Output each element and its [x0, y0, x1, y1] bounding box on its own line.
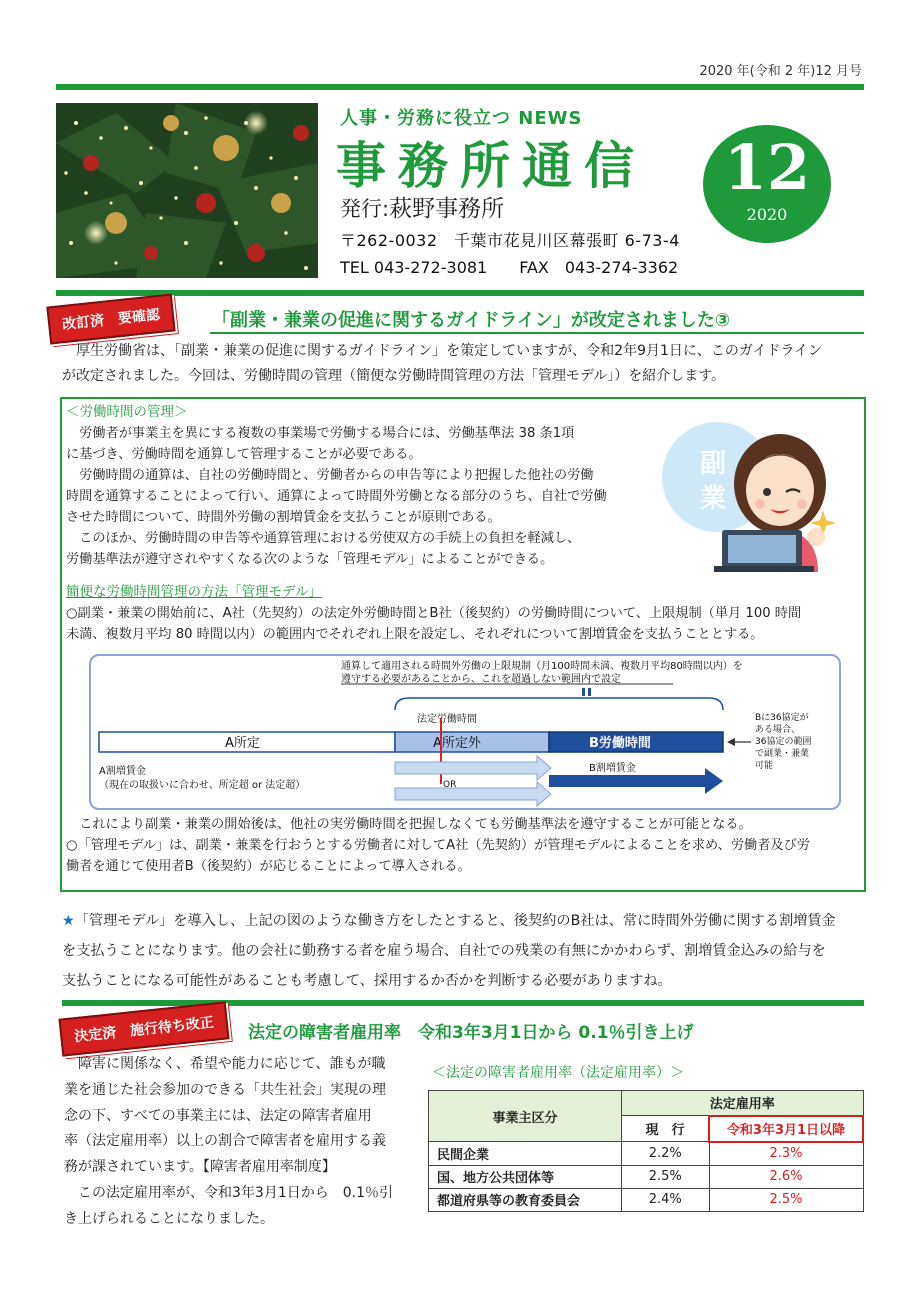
illustration-char: 業 [700, 484, 727, 514]
table-row [429, 1142, 864, 1166]
header-new: 令和3年3月1日以降 [709, 1116, 863, 1142]
publisher [340, 190, 504, 223]
article1-intro [62, 339, 868, 389]
box-line: させた時間について、時間外労働の割増賃金を支払うことが原則である。 [66, 510, 501, 525]
a-pay-label: A割増賃金 [99, 766, 146, 777]
header-current: 現 行 [622, 1116, 710, 1142]
box-line: 時間を通算することによって行い、通算によって時間外労働となる部分のうち、自社で労働 [66, 489, 607, 504]
employment-rate-table [428, 1090, 864, 1212]
or-label: OR [443, 780, 457, 790]
body-line: き上げられることになりました。 [64, 1210, 274, 1227]
row-category: 民間企業 [429, 1142, 622, 1166]
christmas-tree-image [56, 103, 318, 278]
box-line: 未満、複数月平均 80 時間以内）の範囲内でそれぞれ上限を設定し、それぞれについて割増賃金を支払うこととする。 [66, 627, 764, 642]
body-line: この法定雇用率が、令和3年3月1日から 0.1％引 [64, 1184, 393, 1201]
article1-conclusion [62, 906, 868, 996]
box-line: 働者を通じて使用者B（後契約）が応じることによって導入される。 [66, 859, 471, 874]
header-bottom-divider [56, 290, 864, 296]
management-model-text [66, 582, 862, 645]
side-note: で副業・兼業 [755, 749, 810, 759]
side-note: 36協定の範囲 [755, 737, 812, 747]
article1-title: 「副業・兼業の促進に関するガイドライン」が改定されました③ [212, 310, 731, 331]
intro-line: 厚生労働省は、「副業・兼業の促進に関するガイドライン」を策定していますが、令和2年9月1日に、このガイドライン [62, 343, 823, 359]
labor-time-text [66, 402, 666, 570]
table-row [429, 1188, 864, 1211]
row-category: 国、地方公共団体等 [429, 1165, 622, 1188]
issue-year: 2020 [746, 205, 788, 224]
diagram-note: 遵守する必要があることから、これを超過しない範囲内で設定 [341, 674, 621, 685]
row-current: 2.2% [622, 1142, 710, 1166]
side-job-illustration [662, 412, 856, 572]
a-pay-note: （現在の取扱いに合わせ、所定超 or 法定超） [99, 780, 306, 791]
box-line: ○副業・兼業の開始前に、A社（先契約）の法定外労働時間とB社（後契約）の労働時間について、上限規制（単月 100 時間 [66, 606, 802, 621]
body-line: 念の下、すべての事業主には、法定の障害者雇用 [64, 1107, 372, 1124]
body-line: 障害に関係なく、希望や能力に応じて、誰もが職 [64, 1056, 386, 1072]
article1-title-underline [210, 332, 864, 334]
issue-badge [703, 125, 831, 243]
segment-a: A所定 [225, 736, 260, 751]
row-new: 2.6% [709, 1165, 863, 1188]
box-line: 労働者が事業主を異にする複数の事業場で労働する場合には、労働基準法 38 条1項 [66, 426, 575, 441]
intro-line: が改定されました。今回は、労働時間の管理（簡便な労働時間管理の方法「管理モデル」）を紹介します。 [62, 368, 726, 384]
table-caption: ＜法定の障害者雇用率（法定雇用率）＞ [432, 1065, 684, 1081]
box-line: このほか、労働時間の申告等や通算管理における労使双方の手続上の負担を軽減し、 [66, 531, 581, 546]
row-current: 2.5% [622, 1165, 710, 1188]
status-tag-revised: 改訂済 要確認 [46, 294, 175, 345]
b-pay-label: B割増賃金 [589, 763, 636, 774]
issue-date: 2020 年(令和 2 年)12 月号 [699, 64, 862, 79]
phone-fax: TEL 043-272-3081 FAX 043-274-3362 [340, 258, 679, 277]
row-new: 2.3% [709, 1142, 863, 1166]
box-line: に基づき、労働時間を通算して管理することが必要である。 [66, 447, 422, 462]
side-note: Bに36協定が [755, 713, 809, 723]
management-model-diagram [89, 654, 841, 810]
issue-number: 12 [723, 131, 811, 204]
body-line: 業を通じた社会参加のできる「共生社会」実現の理 [64, 1081, 386, 1098]
news-subtitle: 人事・労務に役立つ NEWS [340, 108, 583, 129]
segment-a-overtime: A所定外 [433, 736, 481, 751]
row-category: 都道府県等の教育委員会 [429, 1188, 622, 1211]
conclusion-line: 支払うことになる可能性があることも考慮して、採用するか否かを判断する必要がありますね。 [62, 973, 672, 989]
row-new: 2.5% [709, 1188, 863, 1211]
conclusion-line: 「管理モデル」を導入し、上記の図のような働き方をしたとすると、後契約のB社は、常に時間外労働に関する割増賃金 [74, 913, 836, 929]
model-conclusion-text [66, 814, 862, 877]
box-subheading: 簡便な労働時間管理の方法「管理モデル」 [66, 584, 322, 600]
conclusion-line: を支払うことになります。他の会社に勤務する者を雇う場合、自社での残業の有無にかかわらず、割増賃金込みの給与を [62, 943, 826, 959]
row-current: 2.4% [622, 1188, 710, 1211]
table-row [429, 1165, 864, 1188]
header-rate: 法定雇用率 [622, 1091, 864, 1116]
christmas-tree-photo [56, 103, 318, 278]
box-line: これにより副業・兼業の開始後は、他社の実労働時間を把握しなくても労働基準法を遵守することが可能となる。 [66, 817, 752, 832]
article2-title: 法定の障害者雇用率 令和3年3月1日から 0.1％引き上げ [248, 1023, 694, 1043]
masthead-title: 事務所通信 [336, 136, 646, 195]
top-divider [56, 84, 864, 90]
side-note: ある場合、 [755, 725, 801, 735]
side-note: 可能 [755, 761, 774, 771]
status-tag-decided: 決定済 施行待ち改正 [58, 1001, 229, 1056]
diagram-note: 通算して適用される時間外労働の上限規制（月100時間未満、複数月平均80時間以内）を [341, 661, 743, 672]
address: 〒262-0032 千葉市花見川区幕張町 6-73-4 [340, 231, 680, 250]
publisher-prefix: 発行: [340, 197, 390, 221]
article2-body [64, 1052, 416, 1233]
illustration-char: 副 [700, 449, 727, 479]
box-line: 労働基準法が遵守されやすくなる次のような「管理モデル」によることができる。 [66, 552, 554, 567]
body-line: 務が課されています。【障害者雇用率制度】 [64, 1159, 336, 1176]
segment-b: B労働時間 [589, 736, 651, 751]
legal-time-label: 法定労働時間 [417, 714, 477, 725]
box-line: ○「管理モデル」は、副業・兼業を行おうとする労働者に対してA社（先契約）が管理モデルによることを求め、労働者及び労 [66, 838, 810, 853]
publisher-name: 萩野事務所 [389, 196, 505, 222]
box-line: 労働時間の通算は、自社の労働時間と、労働者からの申告等により把握した他社の労働 [66, 468, 594, 483]
header-category: 事業主区分 [429, 1091, 622, 1142]
body-line: 率（法定雇用率）以上の割合で障害者を雇用する義 [64, 1133, 386, 1150]
box-heading: ＜労働時間の管理＞ [66, 404, 188, 420]
star-icon: ★ [62, 913, 75, 929]
